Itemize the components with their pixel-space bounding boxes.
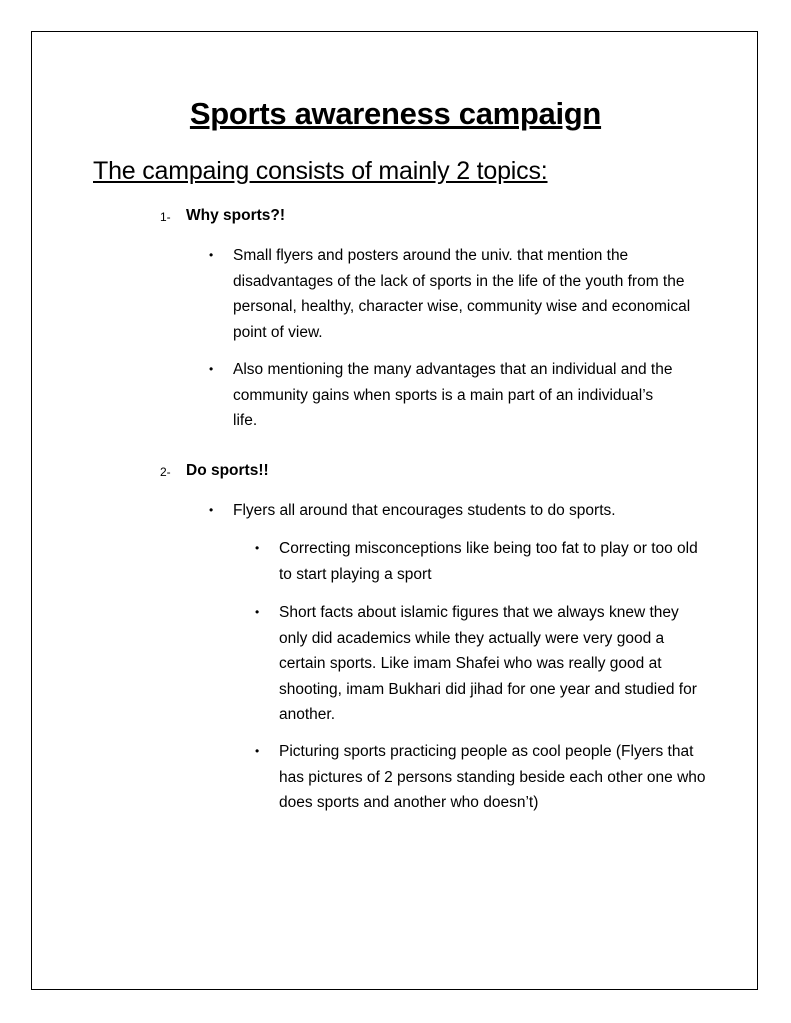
bullet-icon: • — [209, 503, 214, 517]
list-item-text: Flyers all around that encourages students to do sports. — [233, 502, 616, 519]
list-item — [209, 243, 703, 345]
sub-list-item — [255, 739, 709, 816]
list-item-text: Short facts about islamic figures that we always knew they only did academics while they actually were very good a certain sports. Like imam Shafei who was really good at shooting, imam Bukhari did jihad for one year and studied for another. — [279, 604, 697, 723]
document-title: Sports awareness campaign — [189, 96, 602, 131]
list-item-text: Small flyers and posters around the univ. that mention the disadvantages of the lack of sports in the life of the youth from the personal, healthy, character wise, community wise and economical point of view. — [233, 247, 691, 341]
section-label: Do sports!! — [186, 462, 269, 479]
list-item-text: Picturing sports practicing people as cool people (Flyers that has pictures of 2 persons standing beside each other one who does sports and another who doesn’t) — [279, 743, 706, 811]
list-item-text: Also mentioning the many advantages that an individual and the community gains when sports is a main part of an individual’s life. — [233, 361, 673, 429]
sub-list-item — [255, 536, 709, 587]
list-item — [209, 498, 703, 524]
bullet-icon: • — [209, 362, 214, 376]
bullet-icon: • — [255, 744, 260, 758]
list-item-text: Correcting misconceptions like being too fat to play or too old to start playing a sport — [279, 540, 698, 583]
section-label: Why sports?! — [186, 207, 286, 224]
section-number: 1- — [160, 210, 171, 224]
document-subtitle: The campaing consists of mainly 2 topics: — [93, 157, 548, 185]
list-item — [209, 357, 703, 434]
bullet-icon: • — [209, 248, 214, 262]
sub-list-item — [255, 600, 709, 728]
bullet-icon: • — [255, 605, 260, 619]
section-number: 2- — [160, 465, 171, 479]
bullet-icon: • — [255, 541, 260, 555]
